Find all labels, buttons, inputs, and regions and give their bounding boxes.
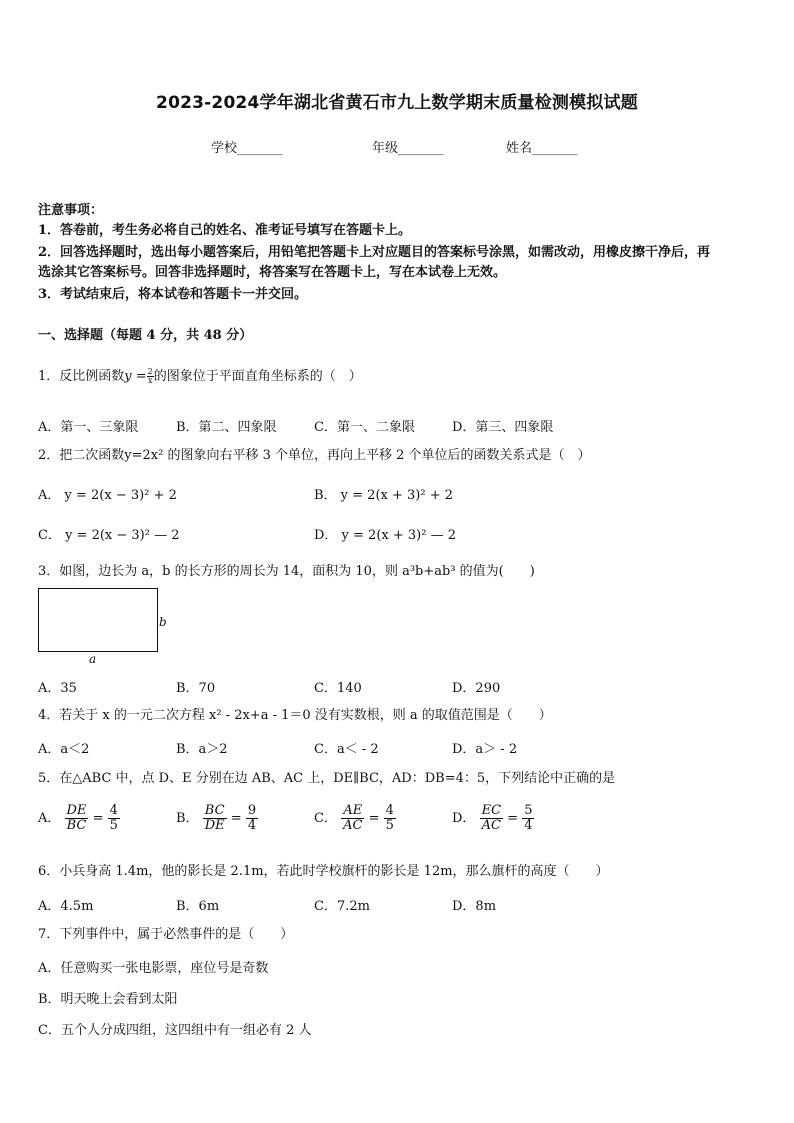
q5-option-c[interactable] [314, 804, 396, 833]
q6-option-c[interactable]: C．7.2m [314, 899, 370, 914]
frac-num: 4 [109, 803, 118, 818]
q5-option-d[interactable] [452, 804, 534, 833]
section-heading: 一、选择题（每题 4 分，共 48 分） [38, 328, 253, 343]
frac-num: EC [481, 803, 502, 818]
rectangle-figure [38, 588, 158, 652]
q1-option-a[interactable]: A．第一、三象限 [38, 420, 139, 435]
q2-option-d[interactable]: D． y = 2(x + 3)² — 2 [314, 528, 456, 543]
frac-den: BC [66, 818, 87, 833]
notice-item: 2．回答选择题时，选出每小题答案后，用铅笔把答题卡上对应题目的答案标号涂黑，如需改动，用橡皮擦干净后，再 [38, 245, 711, 260]
frac-num: BC [204, 803, 225, 818]
option-label: B． [176, 811, 199, 826]
q1-function: y = [124, 369, 147, 384]
fraction [522, 804, 534, 833]
q1-frac-den: x [147, 376, 153, 385]
name-blank: _______ [532, 141, 578, 156]
frac-den: AC [343, 818, 363, 833]
q7-option-c[interactable]: C．五个人分成四组，这四组中有一组必有 2 人 [38, 1023, 312, 1038]
frac-den: 4 [524, 818, 533, 833]
q3-option-d[interactable]: D．290 [452, 681, 501, 696]
page-title: 2023-2024学年湖北省黄石市九上数学期末质量检测模拟试题 [156, 93, 638, 113]
question-1 [38, 368, 362, 386]
q4-option-a[interactable]: A．a＜2 [38, 742, 90, 757]
q3-option-b[interactable]: B．70 [176, 681, 216, 696]
option-label: D． [452, 811, 476, 826]
q6-option-a[interactable]: A．4.5m [38, 899, 94, 914]
fraction [203, 804, 227, 833]
rectangle-label-b: b [159, 615, 167, 629]
frac-num: 9 [247, 803, 257, 818]
fraction [480, 804, 503, 833]
question-4: 4．若关于 x 的一元二次方程 x² - 2x+a - 1＝0 没有实数根，则 a 的取值范围是（ ） [38, 708, 552, 723]
q2-option-a[interactable]: A． y = 2(x − 3)² + 2 [38, 488, 177, 503]
q7-option-a[interactable]: A．任意购买一张电影票，座位号是奇数 [38, 961, 269, 976]
grade-field [372, 140, 444, 158]
q3-option-c[interactable]: C．140 [314, 681, 362, 696]
question-6: 6．小兵身高 1.4m，他的影长是 2.1m，若此时学校旗杆的影长是 12m，那么旗杆的高度（ ） [38, 864, 609, 879]
q2-option-c[interactable]: C． y = 2(x − 3)² — 2 [38, 528, 180, 543]
fraction [246, 804, 258, 833]
equals: = [507, 811, 519, 826]
q4-option-d[interactable]: D．a＞ - 2 [452, 742, 518, 757]
question-2: 2．把二次函数y=2x² 的图象向右平移 3 个单位，再向上平移 2 个单位后的函数关系式是（ ） [38, 448, 591, 463]
q1-fraction [147, 368, 154, 385]
school-label: 学校 [211, 141, 238, 156]
option-label: A． [38, 811, 61, 826]
q1-option-b[interactable]: B．第二、四象限 [176, 420, 277, 435]
equals: = [92, 811, 104, 826]
q1-frac-num: 2 [147, 367, 153, 376]
grade-blank: _______ [398, 141, 444, 156]
q5-option-a[interactable] [38, 804, 120, 833]
frac-num: AE [343, 803, 363, 818]
school-field [211, 140, 283, 158]
q6-option-d[interactable]: D．8m [452, 899, 497, 914]
frac-den: AC [481, 818, 501, 833]
fraction [65, 804, 89, 833]
option-label: C． [314, 811, 337, 826]
equals: = [368, 811, 380, 826]
q3-option-a[interactable]: A．35 [38, 681, 77, 696]
school-blank: _______ [237, 141, 283, 156]
q1-option-c[interactable]: C．第一、二象限 [314, 420, 415, 435]
fraction [384, 804, 396, 833]
frac-den: 5 [385, 818, 394, 833]
frac-num: 5 [524, 803, 533, 818]
question-7: 7．下列事件中，属于必然事件的是（ ） [38, 927, 294, 942]
rectangle-label-a: a [89, 652, 97, 666]
notice-item: 1．答卷前，考生务必将自己的姓名、准考证号填写在答题卡上。 [38, 223, 412, 238]
q2-option-b[interactable]: B． y = 2(x + 3)² + 2 [314, 488, 454, 503]
frac-den: 5 [109, 818, 118, 833]
grade-label: 年级 [372, 141, 399, 156]
name-field [506, 140, 578, 158]
frac-num: DE [66, 803, 87, 818]
q7-option-b[interactable]: B．明天晚上会看到太阳 [38, 992, 178, 1007]
q6-option-b[interactable]: B．6m [176, 899, 220, 914]
question-3: 3．如图，边长为 a，b 的长方形的周长为 14，面积为 10，则 a³b+ab³ 的值为( ) [38, 564, 535, 579]
question-5: 5．在△ABC 中，点 D、E 分别在边 AB、AC 上，DE∥BC，AD：DB=4：5，下列结论中正确的是 [38, 771, 616, 786]
notice-heading: 注意事项： [38, 203, 104, 218]
q1-option-d[interactable]: D．第三、四象限 [452, 420, 554, 435]
q4-option-c[interactable]: C．a＜ - 2 [314, 742, 379, 757]
equals: = [230, 811, 242, 826]
frac-den: 4 [247, 818, 257, 833]
q4-option-b[interactable]: B．a＞2 [176, 742, 228, 757]
frac-num: 4 [385, 803, 394, 818]
q1-suffix: 的图象位于平面直角坐标系的（ ） [153, 369, 362, 384]
fraction [108, 804, 120, 833]
frac-den: DE [204, 818, 225, 833]
fraction [341, 804, 364, 833]
q5-option-b[interactable] [176, 804, 258, 833]
name-label: 姓名 [506, 141, 533, 156]
notice-item: 选涂其它答案标号。回答非选择题时，将答案写在答题卡上，写在本试卷上无效。 [38, 265, 507, 280]
notice-item: 3．考试结束后，将本试卷和答题卡一并交回。 [38, 287, 308, 302]
q1-prefix: 1．反比例函数 [38, 369, 125, 384]
